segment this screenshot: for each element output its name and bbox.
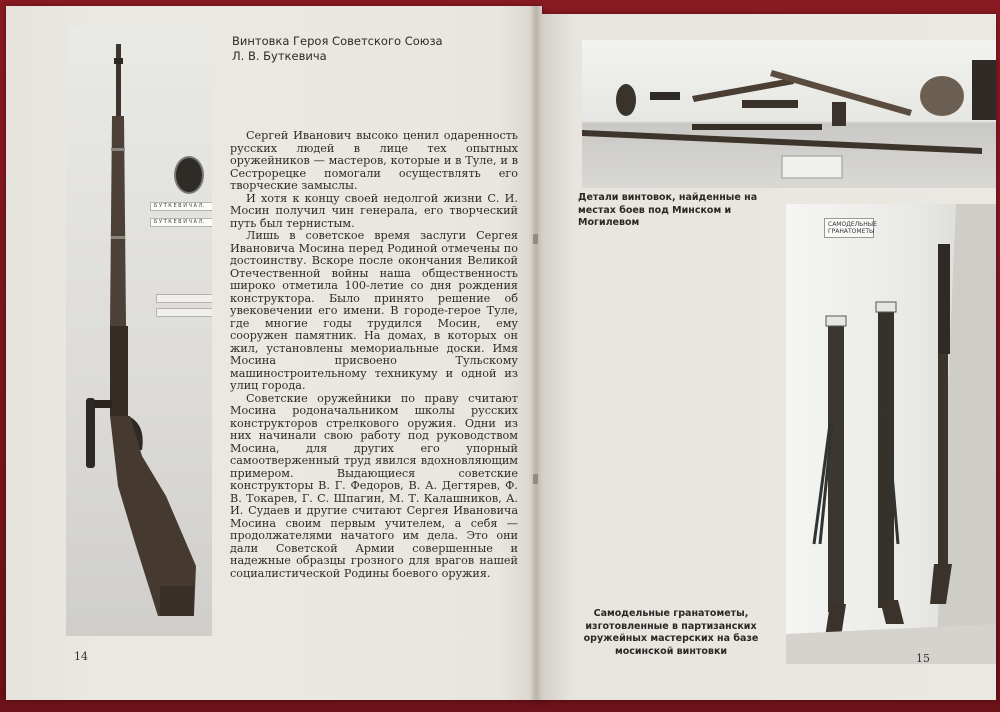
grenade-launchers-illustration <box>786 204 996 664</box>
book-spine <box>530 6 542 700</box>
title-line-1: Винтовка Героя Советского Союза <box>232 34 443 48</box>
exhibit-label-small <box>156 294 212 303</box>
page-number-right: 15 <box>916 652 930 665</box>
exhibit-label: Б У Т К Е В И Ч А Л. <box>150 202 212 211</box>
right-page <box>536 14 996 700</box>
caption-rifle-parts: Детали винтовок, найденные на местах боев под Минском и Могилевом <box>578 192 758 228</box>
page-number-left: 14 <box>74 650 88 663</box>
paragraph: И хотя к концу своей недолгой жизни С. И. Мосин получил чин генерала, его творческий путь был тернистым. <box>230 191 518 230</box>
medal-badge <box>174 156 204 194</box>
body-text <box>230 130 518 580</box>
paragraph: Советские оружейники по праву считают Мосина родоначальником школы русских конструкторов стрелкового оружия. Одни из них начинали свою работу под руководством Мосина, для других его упорный самоотверженный труд явился вдохновляющим примером. Выдающиеся советские конструкторы В. Г. Федоров, В. А. Дегтярев, Ф. В. Токарев, Г. С. Шпагин, М. Т. Калашников, А. И. Судаев и другие считают Сергея Ивановича Мосина своим первым учителем, а себя — продолжателями начатого им дела. Это они дали Советской Армии совершенные и надежные образцы грозного для врагов нашей социалистической Родины боевого оружия. <box>230 391 518 580</box>
staple <box>533 234 538 244</box>
exhibit-sign: САМОДЕЛЬНЫЕ ГРАНАТОМЕТЫ <box>824 218 874 238</box>
rifle-parts-photo <box>582 40 996 188</box>
rifle-illustration <box>66 26 212 636</box>
rifle-parts-illustration <box>582 40 996 188</box>
grenade-launchers-photo <box>786 204 996 664</box>
title-line-2: Л. В. Буткевича <box>232 49 327 63</box>
paragraph: Сергей Иванович высоко ценил одаренность русских людей в лице тех опытных оружейников — мастеров, которые и в Туле, и в Сестрорецке помогали осуществлять его творческие замыслы. <box>230 129 518 192</box>
left-page <box>6 6 542 700</box>
staple <box>533 474 538 484</box>
section-title <box>232 34 443 64</box>
rifle-photo <box>66 26 212 636</box>
exhibit-label: Б У Т К Е В И Ч А Л. <box>150 218 212 227</box>
exhibit-label-small <box>156 308 212 317</box>
caption-grenade-launchers: Самодельные гранатометы, изготовленные в партизанских оружейных мастерских на базе мосинской винтовки <box>583 608 759 657</box>
paragraph: Лишь в советское время заслуги Сергея Ивановича Мосина перед Родиной отмечены по достоинству. Вскоре после окончания Великой Отечественной войны наша общественность широко отметила 100-летие со дня рождения конструктора. Было принято решение об увековечении его имени. В городе-герое Туле, где многие годы трудился Мосин, ему сооружен памятник. На домах, в которых он жил, установлены мемориальные доски. Имя Мосина присвоено Тульскому машиностроительному техникуму и одной из улиц города. <box>230 229 518 392</box>
